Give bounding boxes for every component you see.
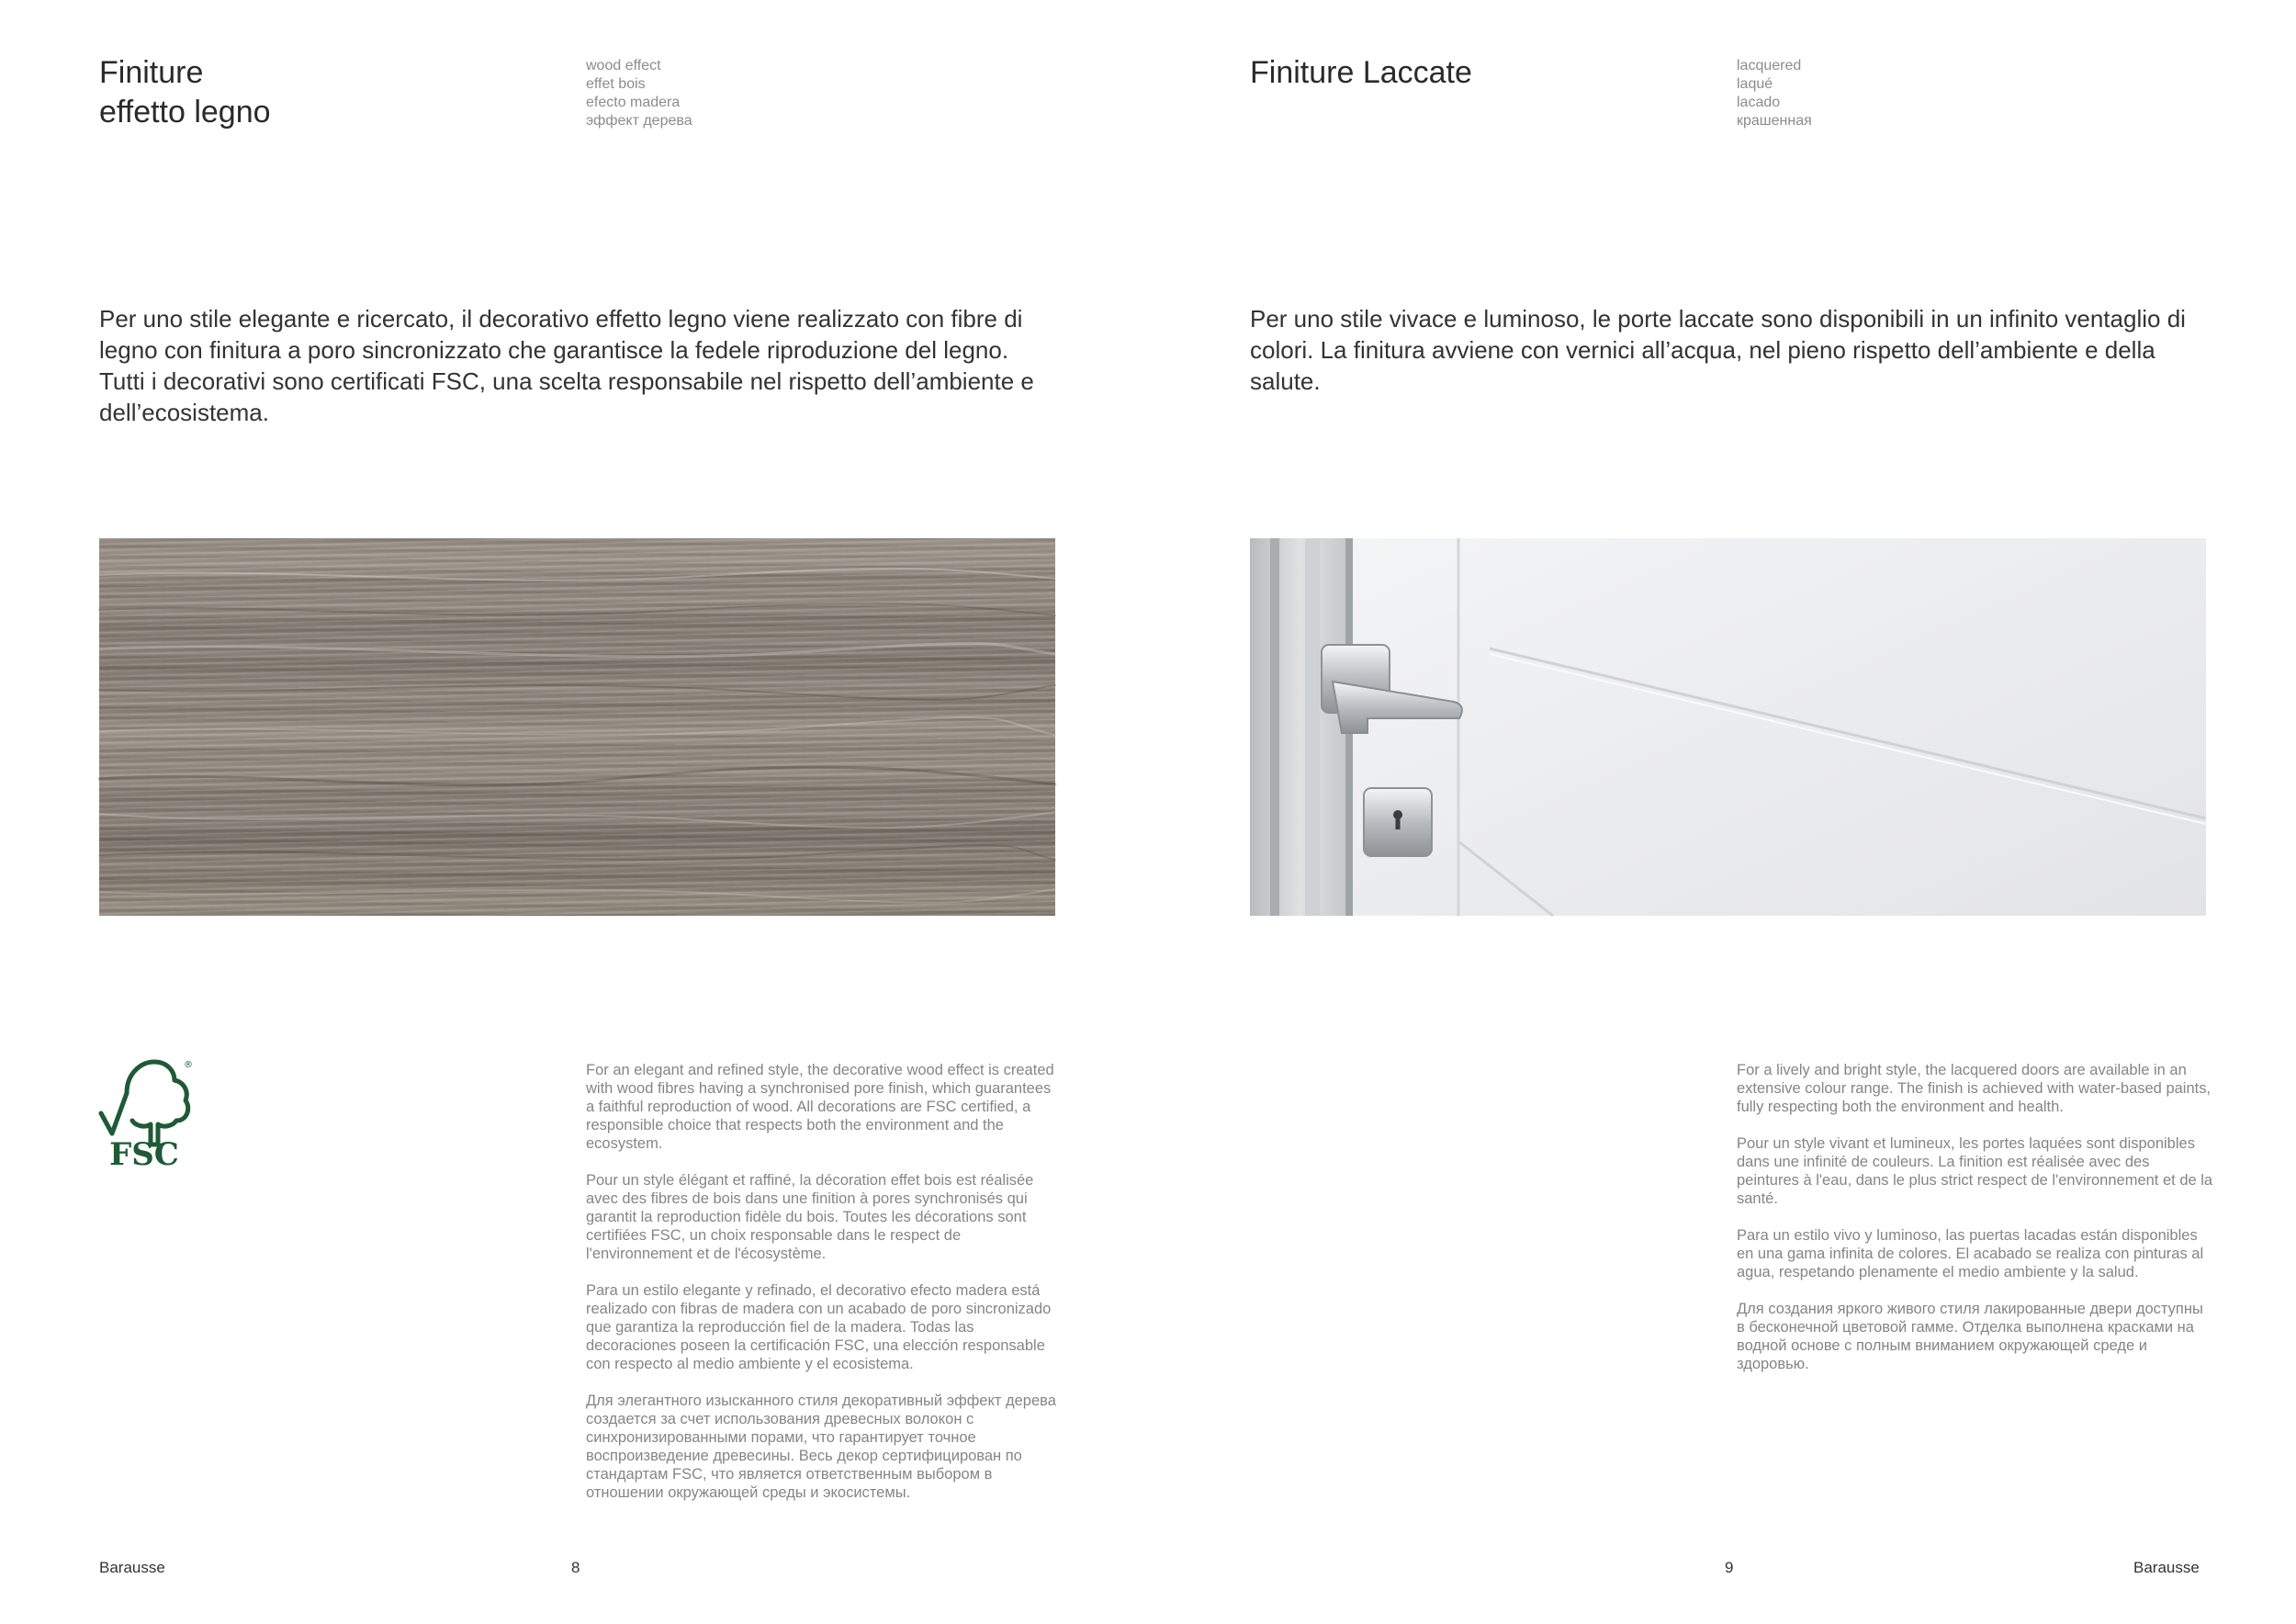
page-number: 8 [571, 1559, 580, 1576]
title-line-1: Finiture [99, 55, 204, 90]
fsc-logo-text: FSC [109, 1136, 179, 1173]
door-handle-illustration [1250, 538, 2206, 916]
translation-ru: крашенная [1737, 113, 1812, 129]
translation-ru: эффект дерева [586, 113, 692, 129]
description-en: For an elegant and refined style, the decorative wood effect is created with wood fibres having a synchronised pore finish, which guarantees a faithful reproduction of wood. All decorations are FSC certified, a responsible choice that respects both the environment and the ecosystem. [586, 1062, 1054, 1152]
title-translations [586, 57, 692, 130]
description-es: Para un estilo vivo y luminoso, las puertas lacadas están disponibles en una gama infinita de colores. El acabado se realiza con pinturas al agua, respetando plenamente el medio ambiente y la salud. [1737, 1227, 2204, 1280]
translated-description [1737, 1061, 2214, 1392]
right-page [1148, 0, 2296, 1624]
fsc-logo [99, 1056, 193, 1173]
translation-es: lacado [1737, 95, 1781, 110]
intro-paragraph: Per uno stile elegante e ricercato, il decorativo effetto legno viene realizzato con fibre di legno con finitura a poro sincronizzato che garantisce la fedele riproduzione del legno. Tutti i decorativi sono certificati FSC, una scelta responsabile nel rispetto dell’ambiente e dell’ecosistema. [99, 305, 1034, 426]
description-ru: Для создания яркого живого стиля лакированные двери доступны в бесконечной цветовой гамме. Отделка выполнена красками на водной основе с полным вниманием окружающей среде и здоровью. [1737, 1301, 2203, 1372]
page-number: 9 [1725, 1559, 1734, 1576]
translation-en: wood effect [586, 58, 661, 73]
translation-fr: effet bois [586, 76, 646, 92]
wood-grain-overlay [99, 538, 1055, 916]
translation-en: lacquered [1737, 58, 1802, 73]
description-fr: Pour un style élégant et raffiné, la décoration effet bois est réalisée avec des fibres de bois dans une finition à pores synchronisés qui garantit la reproduction fidèle du bois. Toutes les décorations sont certifiées FSC, un choix responsable dans le respect de l'environnement et de l'écosystème. [586, 1172, 1034, 1262]
translated-description [586, 1061, 1064, 1520]
lacquered-door-image [1250, 538, 2206, 916]
translation-es: efecto madera [586, 95, 681, 110]
footer-brand: Barausse [99, 1559, 165, 1576]
description-ru: Для элегантного изысканного стиля декоративный эффект дерева создается за счет использования древесных волокон с синхронизированными порами, что гарантирует точное воспроизведение древесины. Весь декор сертифицирован по стандартам FSC, что является ответственным выбором в отношении окружающей среды и экосистемы. [586, 1393, 1056, 1501]
translation-fr: laqué [1737, 76, 1773, 92]
page-title [99, 53, 271, 132]
wood-texture-image [99, 538, 1055, 916]
description-en: For a lively and bright style, the lacquered doors are available in an extensive colour range. The finish is achieved with water-based paints, fully respecting both the environment and health. [1737, 1062, 2212, 1115]
intro-paragraph: Per uno stile vivace e luminoso, le porte laccate sono disponibili in un infinito ventaglio di colori. La finitura avviene con vernici all’acqua, nel pieno rispetto dell’ambiente e della salute. [1250, 305, 2186, 395]
description-es: Para un estilo elegante y refinado, el decorativo efecto madera está realizado con fibras de madera con un acabado de poro sincronizado que garantiza la reproducción fiel de la madera. Todas las decoraciones poseen la certificación FSC, una elección responsable con respecto al medio ambiente y el ecosistema. [586, 1282, 1052, 1372]
footer-brand: Barausse [2133, 1559, 2200, 1576]
registered-mark: ® [184, 1060, 193, 1070]
title-translations [1737, 57, 1812, 130]
page-title: Finiture Laccate [1250, 55, 1472, 90]
description-fr: Pour un style vivant et lumineux, les portes laquées sont disponibles dans une infinité de couleurs. La finition est réalisée avec des peintures à l'eau, dans le plus strict respect de l'environnement et de la santé. [1737, 1135, 2213, 1207]
title-line-2: effetto legno [99, 95, 271, 130]
